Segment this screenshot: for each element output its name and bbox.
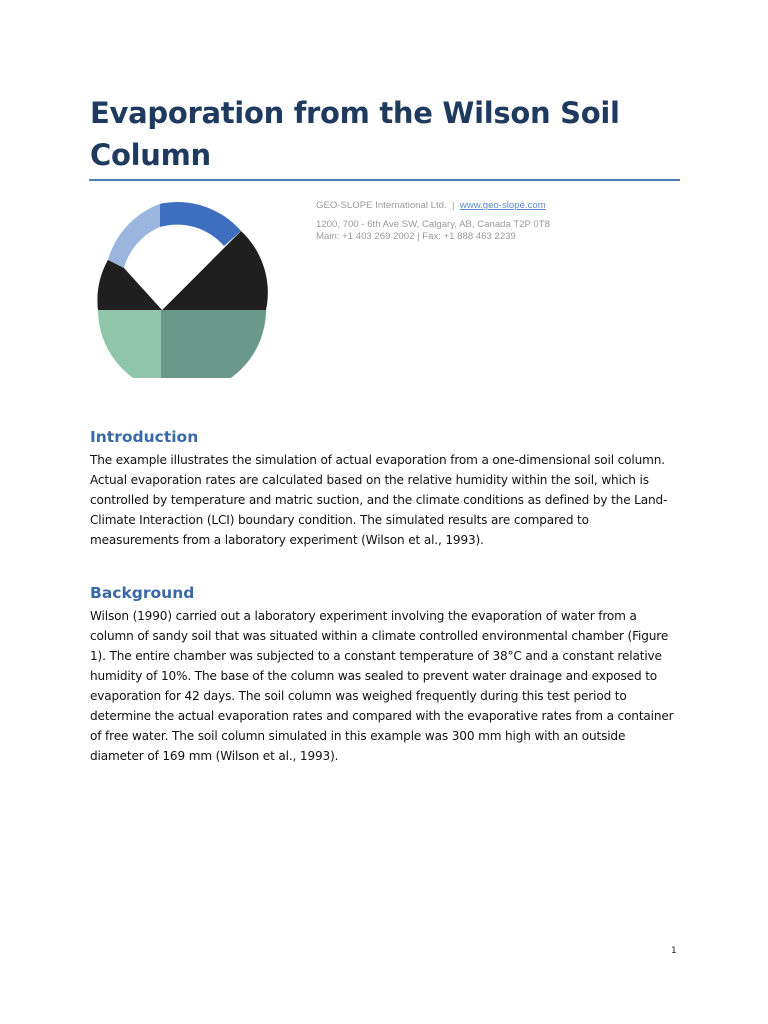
geo-slope-logo bbox=[96, 200, 268, 378]
background-heading: Background bbox=[90, 584, 195, 602]
title-divider bbox=[89, 179, 680, 181]
website-link[interactable]: www.geo-slope.com bbox=[459, 200, 546, 211]
header-separator: | bbox=[452, 200, 455, 211]
company-line bbox=[316, 200, 550, 213]
company-phone-fax: Main: +1 403 269 2002 | Fax: +1 888 463 2239 bbox=[316, 231, 516, 242]
company-contact-block bbox=[316, 200, 550, 244]
company-name: GEO-SLOPE International Ltd. bbox=[316, 200, 447, 211]
company-address: 1200, 700 - 6th Ave SW, Calgary, AB, Canada T2P 0T8 bbox=[316, 218, 550, 230]
introduction-heading: Introduction bbox=[90, 428, 199, 446]
introduction-paragraph: The example illustrates the simulation of actual evaporation from a one-dimensional soil column. Actual evaporation rates are calculated based on the relative humidity within the soil, which is controlled by temperature and matric suction, and the climate conditions as defined by the Land-Climate Interaction (LCI) boundary condition. The simulated results are compared to measurements from a laboratory experiment (Wilson et al., 1993). bbox=[90, 453, 668, 547]
background-paragraph: Wilson (1990) carried out a laboratory experiment involving the evaporation of water from a column of sandy soil that was situated within a climate controlled environmental chamber (Figure 1). The entire chamber was subjected to a constant temperature of 38°C and a constant relative humidity of 10%. The base of the column was sealed to prevent water drainage and exposed to evaporation for 42 days. The soil column was weighed frequently during this test period to determine the actual evaporation rates and compared with the evaporative rates from a container of free water. The soil column simulated in this example was 300 mm high with an outside diameter of 169 mm (Wilson et al., 1993). bbox=[90, 609, 674, 763]
document-title: Evaporation from the Wilson Soil Column bbox=[90, 96, 620, 172]
logo-segment-lower-right bbox=[161, 310, 266, 378]
page-number: 1 bbox=[671, 946, 677, 956]
